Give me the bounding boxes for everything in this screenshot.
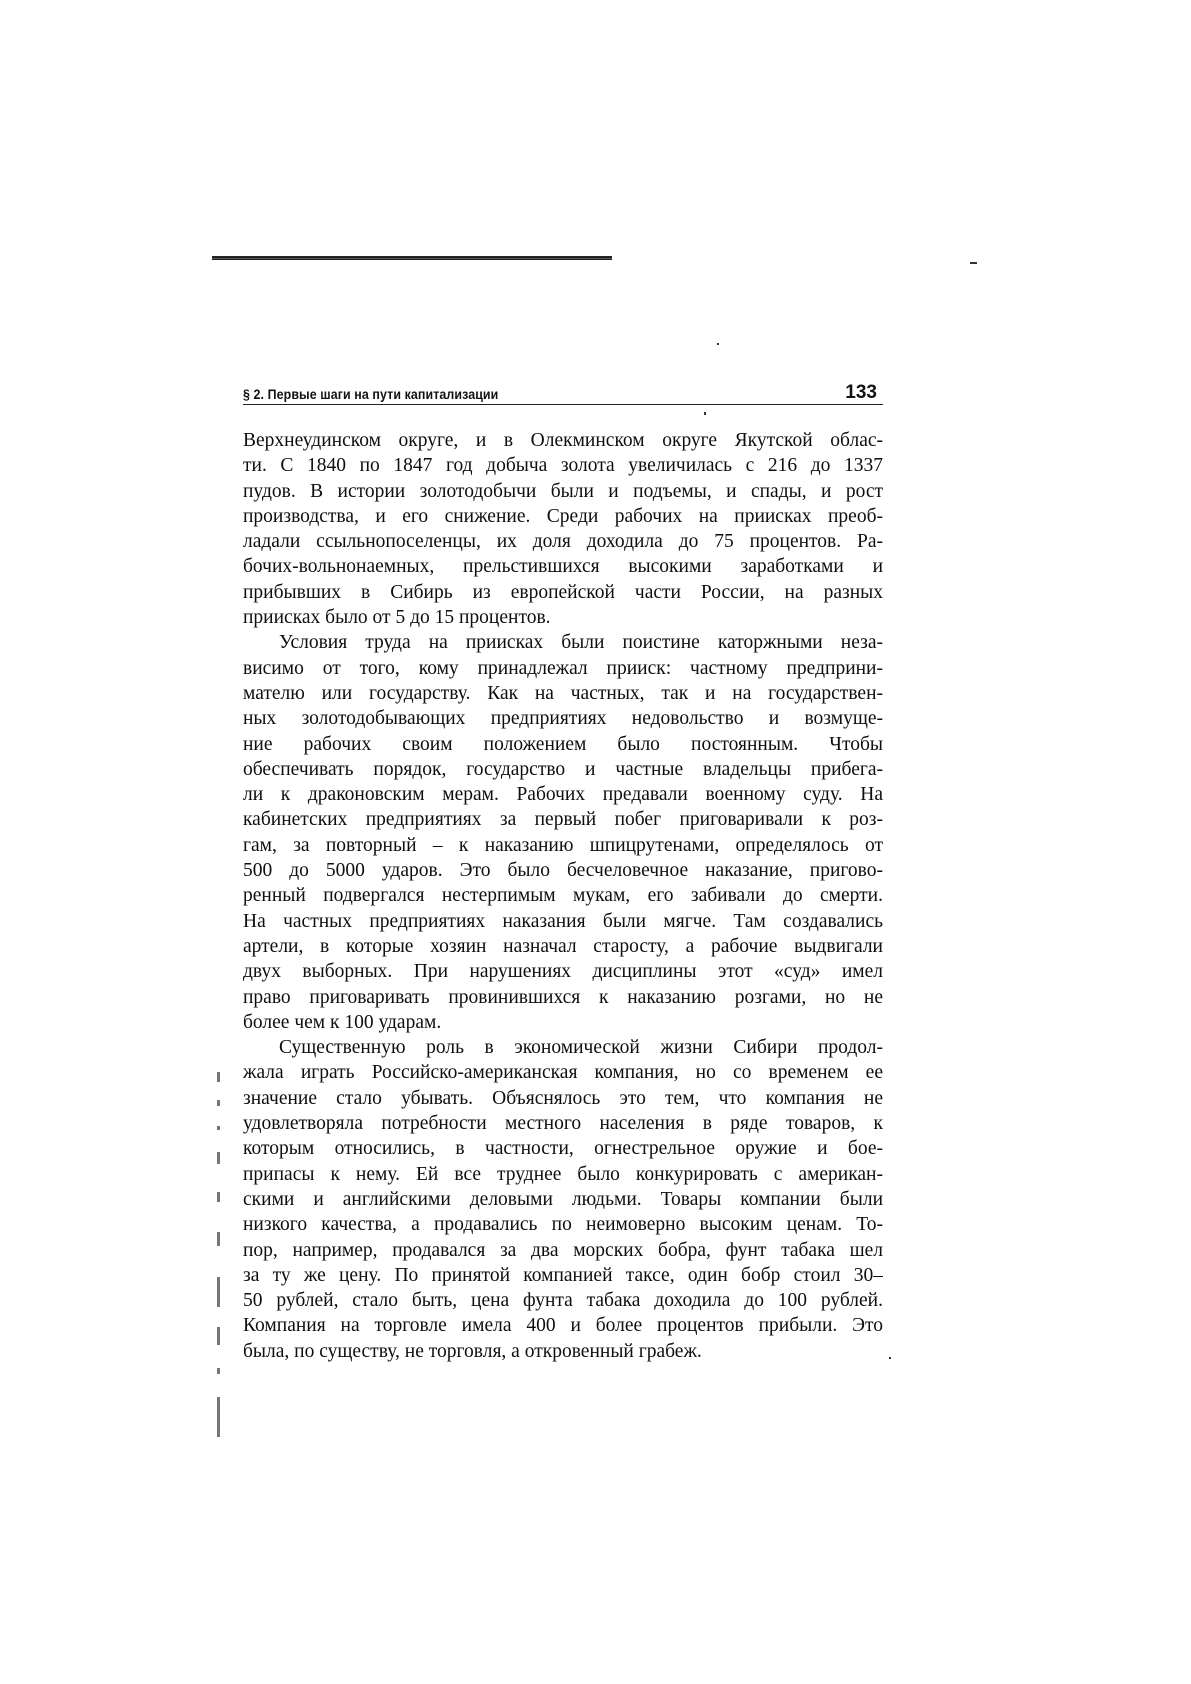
text-line: припасы к нему. Ей все труднее было конкурировать с американ- — [243, 1163, 883, 1185]
text-line: артели, в которые хозяин назначал старосту, а рабочие выдвигали — [243, 935, 883, 957]
text-line: На частных предприятиях наказания были мягче. Там создавались — [243, 910, 883, 932]
text-line: ных золотодобывающих предприятиях недовольство и возмуще- — [243, 708, 883, 730]
text-line: удовлетворяла потребности местного населения в ряде товаров, к — [243, 1113, 883, 1135]
text-line: Условия труда на приисках были поистине каторжными неза- — [279, 632, 883, 654]
text-line: Компания на торговле имела 400 и более процентов прибыли. Это — [243, 1315, 883, 1337]
page-number: 133 — [845, 382, 877, 403]
text-line: приисках было от 5 до 15 процентов. — [243, 607, 551, 629]
text-line: жала играть Российско-американская компания, но со временем ее — [243, 1062, 883, 1084]
text-line: обеспечивать порядок, государство и частные владельцы прибега- — [243, 758, 883, 780]
scan-margin-marks — [217, 1072, 223, 1452]
text-line: Верхнеудинском округе, и в Олекминском округе Якутской облас- — [243, 430, 883, 451]
text-line: которым относились, в частности, огнестрельное оружие и бое- — [243, 1138, 883, 1160]
text-line: пор, например, продавался за два морских бобра, фунт табака шел — [243, 1239, 883, 1261]
text-line: низкого качества, а продавались по неимоверно высоким ценам. То- — [243, 1214, 883, 1236]
running-head — [243, 372, 883, 405]
text-line: ренный подвергался нестерпимым мукам, его забивали до смерти. — [243, 885, 883, 907]
text-line: значение стало убывать. Объяснялось это тем, что компания не — [243, 1087, 883, 1109]
text-line: 500 до 5000 ударов. Это было бесчеловечное наказание, пригово- — [243, 860, 883, 882]
text-line: кабинетских предприятиях за первый побег приговаривали к роз- — [243, 809, 883, 831]
text-line: двух выборных. При нарушениях дисциплины этот «суд» имел — [243, 961, 883, 983]
running-head-title: § 2. Первые шаги на пути капитализации — [243, 387, 499, 402]
text-line: производства, и его снижение. Среди рабочих на приисках преоб- — [243, 505, 883, 527]
text-line: гам, за повторный – к наказанию шпицрутенами, определялось от — [243, 834, 883, 856]
text-line: прибывших в Сибирь из европейской части России, на разных — [243, 581, 883, 603]
scan-speck — [717, 343, 719, 345]
text-line: бочих-вольнонаемных, прельстившихся высокими заработками и — [243, 556, 883, 578]
scan-speck — [970, 262, 977, 264]
text-line: более чем к 100 ударам. — [243, 1011, 442, 1033]
scan-speck — [889, 1357, 891, 1359]
text-line: мателю или государству. Как на частных, так и на государствен- — [243, 682, 883, 704]
text-line: за ту же цену. По принятой компанией таксе, один бобр стоил 30– — [243, 1264, 883, 1286]
text-line: ние рабочих своим положением было постоянным. Чтобы — [243, 733, 883, 755]
text-line: скими и английскими деловыми людьми. Товары компании были — [243, 1188, 883, 1210]
text-line: ли к драконовским мерам. Рабочих предавали военному суду. На — [243, 784, 883, 806]
text-line: пудов. В истории золотодобычи были и подъемы, и спады, и рост — [243, 480, 883, 502]
book-page — [243, 372, 883, 1364]
text-line: была, по существу, не торговля, а откровенный грабеж. — [243, 1340, 702, 1362]
text-line: право приговаривать провинившихся к наказанию розгами, но не — [243, 986, 883, 1008]
text-line: ти. С 1840 по 1847 год добыча золота увеличилась с 216 до 1337 — [243, 455, 883, 477]
text-line: ладали ссыльнопоселенцы, их доля доходила до 75 процентов. Ра- — [243, 531, 883, 553]
paragraph — [243, 428, 883, 630]
text-line: Существенную роль в экономической жизни Сибири продол- — [279, 1037, 883, 1059]
paragraph — [243, 630, 883, 1035]
text-line: 50 рублей, стало быть, цена фунта табака доходила до 100 рублей. — [243, 1290, 883, 1312]
top-scan-rule — [212, 256, 612, 260]
body-text — [243, 428, 883, 1364]
text-line: висимо от того, кому принадлежал прииск: частному предприни- — [243, 657, 883, 679]
paragraph — [243, 1035, 883, 1364]
